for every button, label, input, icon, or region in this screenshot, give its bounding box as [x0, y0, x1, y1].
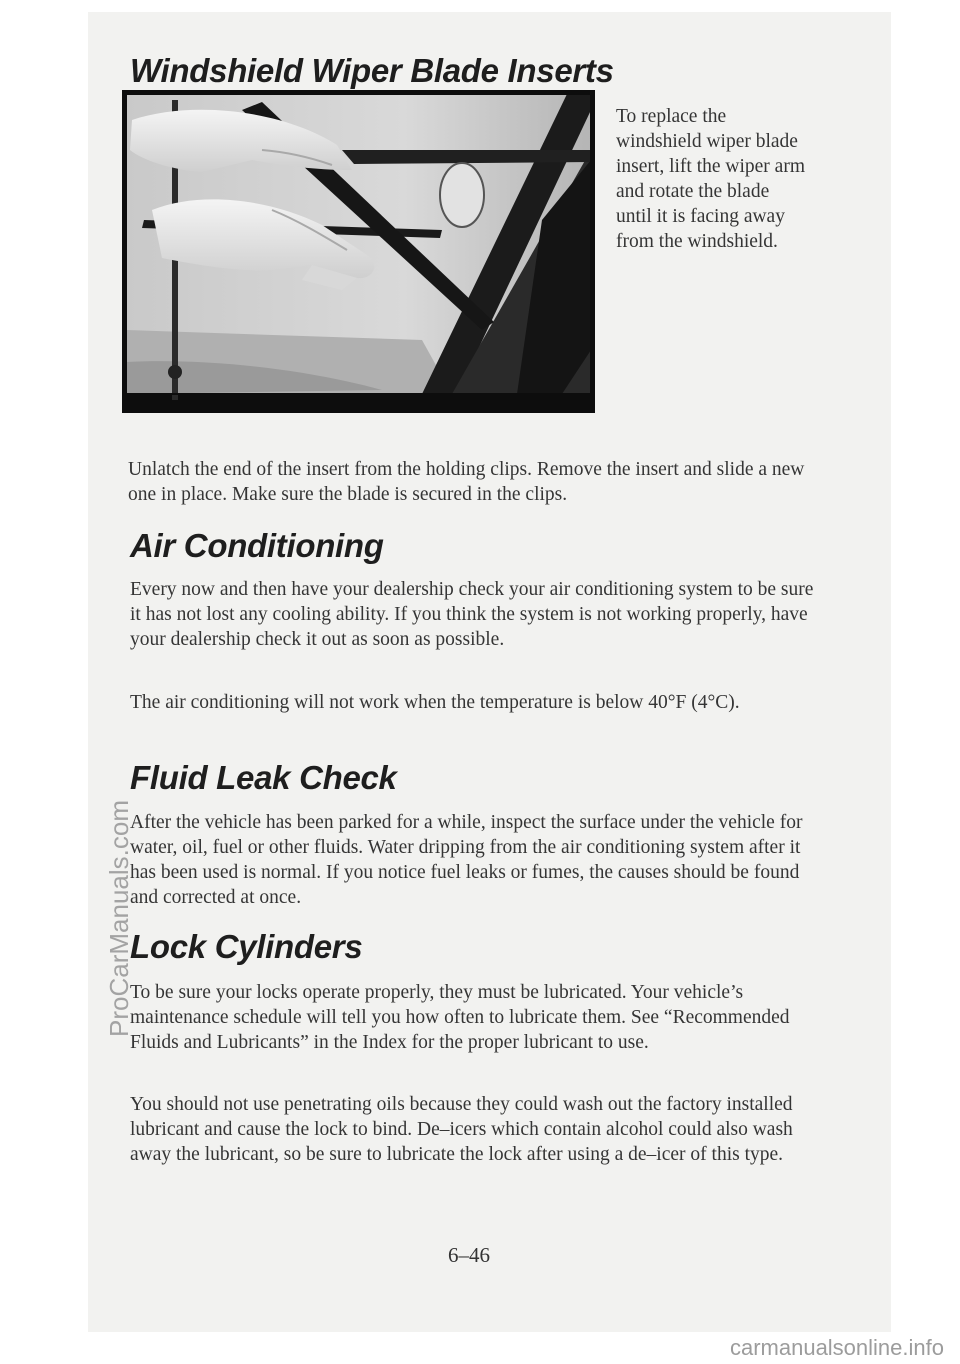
lock-paragraph-2: You should not use penetrating oils because they could wash out the factory installed lubricant and cause the lock to bind. De–icers which contain alcohol could also wash away the lubricant, so be sure to lubricate the lock after using a de–icer of this type.: [130, 1094, 793, 1165]
wiper-blade-photo: [122, 90, 595, 413]
heading-windshield-wiper: Windshield Wiper Blade Inserts: [130, 52, 614, 89]
watermark-left: [104, 800, 134, 1130]
wiper-body-text: Unlatch the end of the insert from the holding clips. Remove the insert and slide a new one in place. Make sure the blade is secured in the clips.: [128, 459, 805, 505]
wiper-side-text: To replace the windshield wiper blade insert, lift the wiper arm and rotate the blade until it is facing away from the windshield.: [616, 106, 805, 252]
heading-fluid-leak-check: Fluid Leak Check: [130, 759, 397, 796]
air-paragraph-2: The air conditioning will not work when the temperature is below 40°F (4°C).: [130, 692, 740, 713]
lock-paragraph-1: To be sure your locks operate properly, they must be lubricated. Your vehicle’s maintenance schedule will tell you how often to lubricate them. See “Recommended Fluids and Lubricants” in the Index for the proper lubricant to use.: [130, 982, 790, 1053]
page-number: 6–46: [448, 1243, 490, 1267]
watermark-footer: carmanualsonline.info: [729, 1335, 944, 1360]
fluid-paragraph: After the vehicle has been parked for a while, inspect the surface under the vehicle for water, oil, fuel or other fluids. Water dripping from the air conditioning system after it has been used is normal. If you notice fuel leaks or fumes, the causes should be found and corrected at once.: [130, 812, 803, 908]
heading-lock-cylinders: Lock Cylinders: [130, 928, 363, 965]
air-paragraph-1: Every now and then have your dealership check your air conditioning system to be sure it has not lost any cooling ability. If you think the system is not working properly, have your dealership check it out as soon as possible.: [130, 579, 814, 650]
watermark-left-text: ProCarManuals.com: [104, 800, 134, 1037]
heading-air-conditioning: Air Conditioning: [130, 527, 384, 564]
